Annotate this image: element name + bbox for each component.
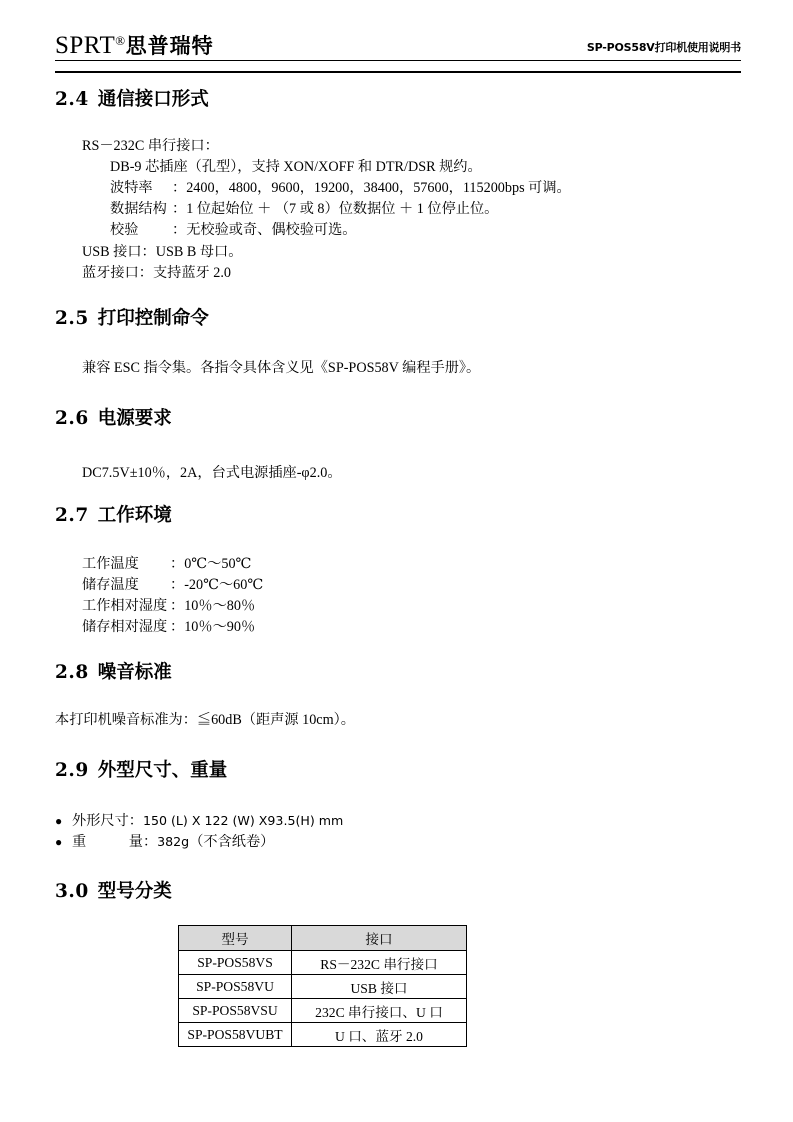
text-noise-standard: 本打印机噪音标准为：≦60dB（距声源 10cm）。 [55, 712, 355, 728]
value-baud-rate: ：2400，4800，9600，19200，38400，57600，115200bps 可调。 [172, 180, 571, 196]
label-parity-check: 校验 [110, 222, 139, 238]
cell-interface: RS－232C 串行接口 [292, 951, 467, 975]
sep-operating-temperature: ： [170, 556, 185, 572]
header-rule-thin [55, 60, 741, 61]
label-weight: 重 量： [72, 834, 158, 850]
table-row [179, 951, 467, 975]
value-parity-check: ：无校验或奇、偶校验可选。 [172, 222, 357, 238]
row-operating-humidity [82, 596, 255, 617]
row-baud-rate [110, 178, 571, 199]
text-rs232c-interface: RS－232C 串行接口： [82, 138, 219, 154]
value-storage-temperature: -20℃～60℃ [184, 577, 264, 593]
text-bluetooth-interface: 蓝牙接口：支持蓝牙 2.0 [82, 265, 231, 281]
heading-2-9-number: 2.9 [55, 760, 89, 781]
row-storage-temperature [82, 575, 263, 596]
label-data-structure: 数据结构 [110, 201, 167, 217]
heading-2-5-number: 2.5 [55, 308, 89, 329]
heading-2-9-title: 外型尺寸、重量 [97, 760, 228, 781]
heading-2-4-number: 2.4 [55, 89, 89, 110]
value-weight: 382g [157, 834, 190, 849]
model-classification-table [178, 925, 467, 1047]
text-db9-socket: DB-9 芯插座（孔型），支持 XON/XOFF 和 DTR/DSR 规约。 [110, 159, 482, 175]
heading-2-6 [55, 407, 172, 431]
heading-2-8-title: 噪音标准 [97, 662, 172, 683]
heading-3-0-title: 型号分类 [97, 881, 172, 902]
bullet-dot-icon: ● [55, 814, 63, 828]
heading-2-4 [55, 88, 209, 112]
cell-model: SP-POS58VUBT [179, 1023, 292, 1047]
heading-2-8 [55, 661, 172, 685]
table-header-model: 型号 [179, 926, 292, 951]
heading-2-5-title: 打印控制命令 [97, 308, 209, 329]
heading-2-7-title: 工作环境 [97, 505, 172, 526]
label-storage-humidity: 储存相对湿度 [82, 619, 168, 635]
label-storage-temperature: 储存温度 [82, 577, 139, 593]
bullet-weight [55, 831, 274, 853]
row-operating-temperature [82, 554, 251, 575]
sep-storage-humidity: ： [170, 619, 185, 635]
value-operating-humidity: 10％～80％ [184, 598, 256, 614]
cell-model: SP-POS58VSU [179, 999, 292, 1023]
heading-2-8-number: 2.8 [55, 662, 89, 683]
bullet-dimensions [55, 810, 343, 832]
label-dimensions: 外形尺寸： [72, 813, 143, 829]
registered-trademark-icon: ® [115, 33, 126, 48]
heading-2-4-title: 通信接口形式 [97, 89, 209, 110]
heading-2-5 [55, 307, 209, 331]
header-document-title: SP-POS58V打印机使用说明书 [586, 41, 741, 54]
row-parity-check [110, 220, 356, 241]
table-row [179, 1023, 467, 1047]
table-header-row [179, 926, 467, 951]
row-data-structure [110, 199, 498, 220]
heading-2-7-number: 2.7 [55, 505, 89, 526]
brand-logo [55, 26, 214, 61]
heading-2-6-title: 电源要求 [97, 408, 172, 429]
header-rule-thick [55, 71, 741, 73]
heading-3-0 [55, 880, 172, 904]
logo-chinese-text: 思普瑞特 [125, 34, 214, 58]
sep-operating-humidity: ： [170, 598, 185, 614]
cell-interface: 232C 串行接口、U 口 [292, 999, 467, 1023]
heading-3-0-number: 3.0 [55, 881, 89, 902]
logo-latin-text: SPRT [55, 32, 116, 59]
label-operating-humidity: 工作相对湿度 [82, 598, 168, 614]
bullet-dot-icon: ● [55, 835, 63, 849]
label-operating-temperature: 工作温度 [82, 556, 139, 572]
text-power-requirement: DC7.5V±10％，2A，台式电源插座-φ2.0。 [82, 465, 342, 481]
value-storage-humidity: 10％～90％ [184, 619, 256, 635]
cell-model: SP-POS58VS [179, 951, 292, 975]
value-data-structure: ：1 位起始位 ＋ （7 或 8）位数据位 ＋ 1 位停止位。 [172, 201, 499, 217]
table-row [179, 999, 467, 1023]
heading-2-9 [55, 759, 227, 783]
text-esc-command-set: 兼容 ESC 指令集。各指令具体含义见《SP-POS58V 编程手册》。 [82, 360, 481, 376]
heading-2-6-number: 2.6 [55, 408, 89, 429]
heading-2-7 [55, 504, 172, 528]
row-storage-humidity [82, 617, 255, 638]
sep-storage-temperature: ： [170, 577, 185, 593]
cell-interface: USB 接口 [292, 975, 467, 999]
label-baud-rate: 波特率 [110, 180, 153, 196]
table-row [179, 975, 467, 999]
cell-interface: U 口、蓝牙 2.0 [292, 1023, 467, 1047]
value-operating-temperature: 0℃～50℃ [184, 556, 252, 572]
cell-model: SP-POS58VU [179, 975, 292, 999]
value-dimensions: 150 (L) X 122 (W) X93.5(H) mm [142, 813, 344, 828]
text-usb-interface: USB 接口：USB B 母口。 [82, 244, 243, 260]
note-weight: （不含纸卷） [189, 834, 275, 850]
table-header-interface: 接口 [292, 926, 467, 951]
